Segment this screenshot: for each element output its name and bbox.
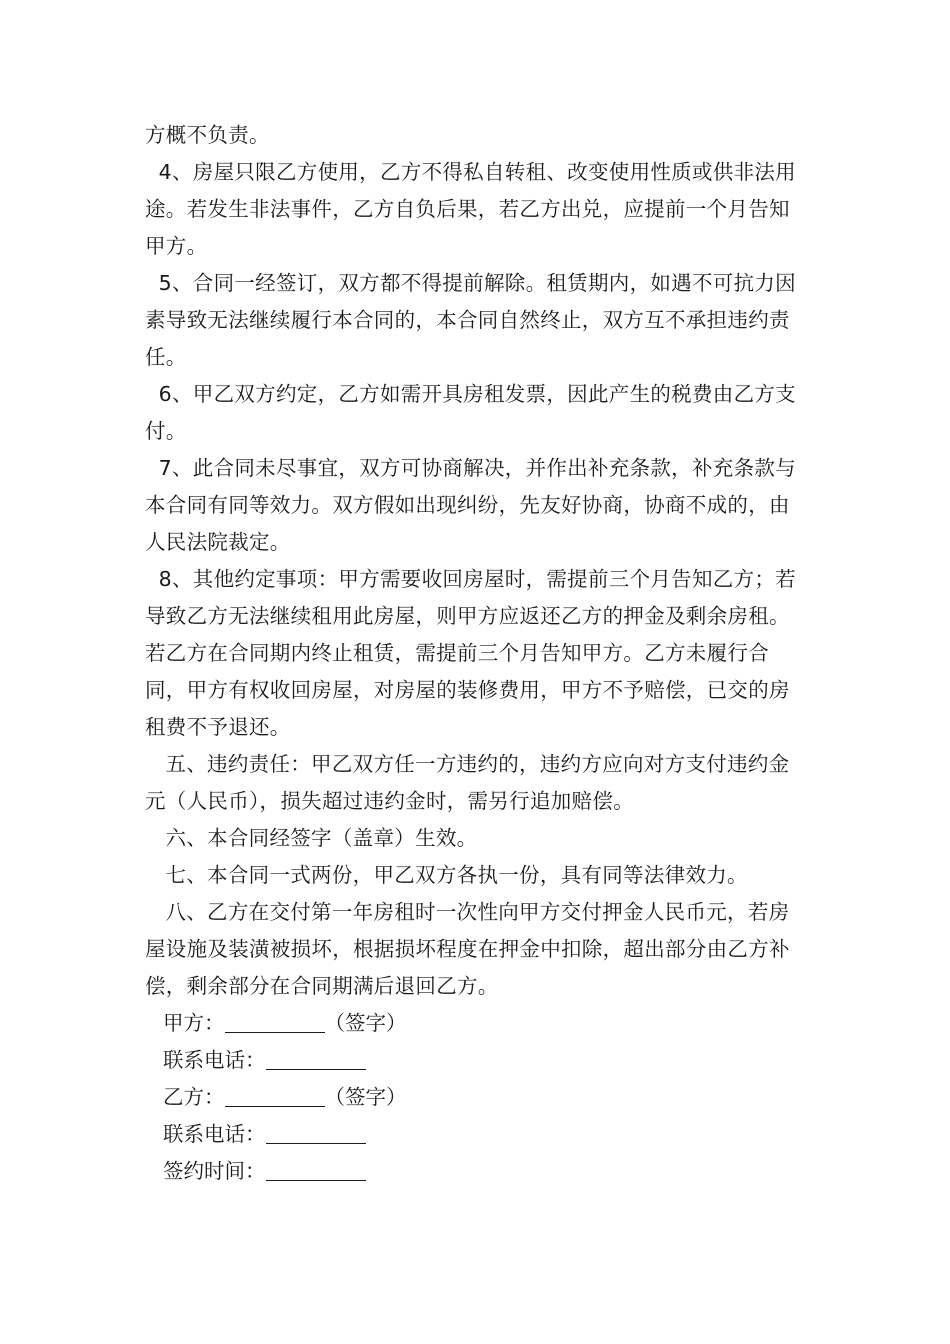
party-a-label: 甲方：	[163, 1011, 225, 1035]
section-deposit: 八、乙方在交付第一年房租时一次性向甲方交付押金人民币元，若房屋设施及装潢被损坏，根据损坏程度在押金中扣除，超出部分由乙方补偿，剩余部分在合同期满后退回乙方。	[145, 900, 790, 998]
signing-date-label: 签约时间：	[163, 1159, 266, 1183]
section-breach-liability: 五、违约责任：甲乙双方任一方违约的，违约方应向对方支付违约金元（人民币），损失超过违约金时，需另行追加赔偿。	[145, 752, 790, 813]
party-b-suffix: （签字）	[324, 1085, 407, 1109]
party-a-signature-line	[163, 1005, 407, 1042]
clause-7: 7、此合同未尽事宜，双方可协商解决，并作出补充条款，补充条款与本合同有同等效力。双方假如出现纠纷，先友好协商，协商不成的，由人民法院裁定。	[145, 456, 796, 554]
party-b-blank[interactable]	[225, 1084, 325, 1107]
signing-date-line	[163, 1153, 407, 1190]
party-b-label: 乙方：	[163, 1085, 225, 1109]
phone-a-label: 联系电话：	[163, 1048, 266, 1072]
contract-body	[145, 117, 810, 1005]
signature-block	[163, 1005, 407, 1190]
paragraph-continuation: 方概不负责。	[145, 123, 270, 147]
phone-b-blank[interactable]	[266, 1121, 366, 1144]
party-a-suffix: （签字）	[324, 1011, 407, 1035]
phone-b-label: 联系电话：	[163, 1122, 266, 1146]
clause-6: 6、甲乙双方约定，乙方如需开具房租发票，因此产生的税费由乙方支付。	[145, 382, 796, 443]
phone-a-line	[163, 1042, 407, 1079]
clause-5: 5、合同一经签订，双方都不得提前解除。租赁期内，如遇不可抗力因素导致无法继续履行本合同的，本合同自然终止，双方互不承担违约责任。	[145, 271, 796, 369]
phone-a-blank[interactable]	[266, 1047, 366, 1070]
signing-date-blank[interactable]	[266, 1158, 366, 1181]
clause-4: 4、房屋只限乙方使用，乙方不得私自转租、改变使用性质或供非法用途。若发生非法事件，乙方自负后果，若乙方出兑，应提前一个月告知甲方。	[145, 160, 796, 258]
section-effective: 六、本合同经签字（盖章）生效。	[145, 826, 478, 850]
phone-b-line	[163, 1116, 407, 1153]
party-a-blank[interactable]	[225, 1010, 325, 1033]
party-b-signature-line	[163, 1079, 407, 1116]
section-copies: 七、本合同一式两份，甲乙双方各执一份，具有同等法律效力。	[145, 863, 748, 887]
clause-8: 8、其他约定事项：甲方需要收回房屋时，需提前三个月告知乙方；若导致乙方无法继续租用此房屋，则甲方应返还乙方的押金及剩余房租。若乙方在合同期内终止租赁，需提前三个月告知甲方。乙方未履行合同，甲方有权收回房屋，对房屋的装修费用，甲方不予赔偿，已交的房租费不予退还。	[145, 567, 796, 739]
